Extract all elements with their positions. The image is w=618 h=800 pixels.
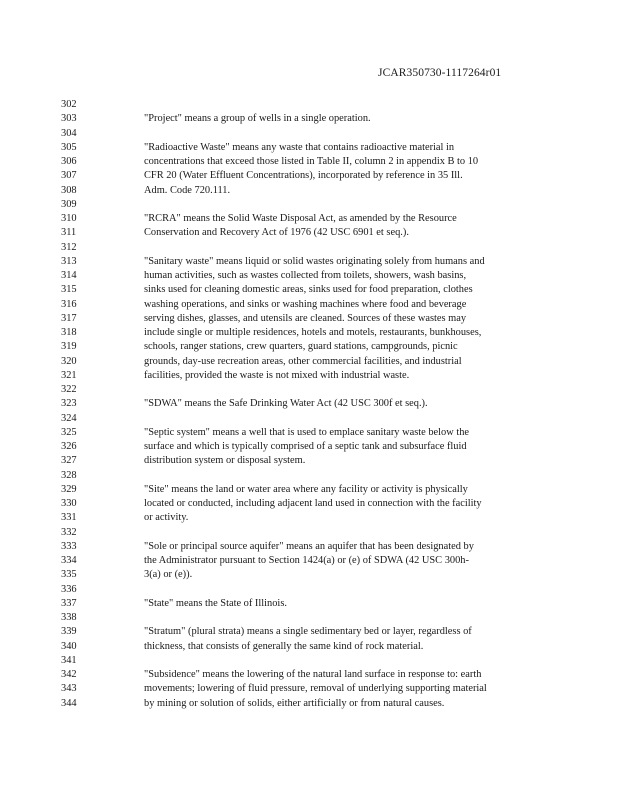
line-number: 327 <box>61 455 77 467</box>
line-number: 311 <box>61 227 77 239</box>
line-number: 326 <box>61 441 77 452</box>
line-number: 325 <box>61 426 77 438</box>
line-number: 333 <box>61 540 77 552</box>
line-number: 303 <box>61 113 77 125</box>
line-text: "Project" means a group of wells in a single operation. <box>144 113 371 125</box>
line-text: serving dishes, glasses, and utensils are cleaned. Sources of these wastes may <box>144 312 467 324</box>
line-text: human activities, such as wastes collected from toilets, showers, wash basins, <box>144 270 467 281</box>
line-text: located or conducted, including adjacent land used in connection with the facility <box>144 498 482 509</box>
line-text: distribution system or disposal system. <box>144 455 306 467</box>
line-text: by mining or solution of solids, either artificially or from natural causes. <box>144 697 445 709</box>
line-number: 330 <box>61 498 77 509</box>
line-text: "Sanitary waste" means liquid or solid wastes originating solely from humans and <box>144 255 485 267</box>
line-number: 335 <box>61 569 77 581</box>
line-number: 338 <box>61 612 77 623</box>
line-number: 337 <box>61 597 77 609</box>
line-text: "RCRA" means the Solid Waste Disposal Act, as amended by the Resource <box>144 213 457 224</box>
line-number: 310 <box>61 213 77 224</box>
line-text: Adm. Code 720.111. <box>144 184 231 196</box>
line-number: 322 <box>61 384 77 395</box>
line-number: 312 <box>61 241 77 253</box>
line-number: 323 <box>61 398 77 410</box>
line-number: 307 <box>61 170 77 182</box>
line-number: 344 <box>61 697 77 709</box>
line-number: 329 <box>61 483 77 495</box>
line-number: 334 <box>61 555 77 566</box>
line-number: 319 <box>61 341 77 353</box>
line-text: "Sole or principal source aquifer" means an aquifer that has been designated by <box>144 540 474 552</box>
line-text: "State" means the State of Illinois. <box>144 597 287 609</box>
line-text: "Stratum" (plural strata) means a single sedimentary bed or layer, regardless of <box>144 626 472 638</box>
line-text: or activity. <box>144 512 189 524</box>
line-text: CFR 20 (Water Effluent Concentrations), incorporated by reference in 35 Ill. <box>144 170 463 182</box>
line-number: 309 <box>61 198 77 210</box>
line-text: concentrations that exceed those listed in Table II, column 2 in appendix B to 10 <box>144 156 479 167</box>
line-text: include single or multiple residences, hotels and motels, restaurants, bunkhouses, <box>144 327 482 338</box>
line-number: 314 <box>61 270 77 281</box>
line-number: 306 <box>61 156 77 167</box>
line-text: washing operations, and sinks or washing machines where food and beverage <box>144 298 467 310</box>
line-text: "Septic system" means a well that is used to emplace sanitary waste below the <box>144 426 470 438</box>
line-number: 320 <box>61 355 77 367</box>
line-number: 331 <box>61 512 77 524</box>
line-text: "Site" means the land or water area where any facility or activity is physically <box>144 483 468 495</box>
line-text: "SDWA" means the Safe Drinking Water Act (42 USC 300f et seq.). <box>144 398 428 410</box>
line-text: "Radioactive Waste" means any waste that contains radioactive material in <box>144 141 455 153</box>
line-number: 316 <box>61 298 77 310</box>
line-number: 339 <box>61 626 77 638</box>
line-text: Conservation and Recovery Act of 1976 (42 USC 6901 et seq.). <box>144 227 409 239</box>
line-number: 341 <box>61 654 77 666</box>
line-number: 340 <box>61 640 77 652</box>
line-text: sinks used for cleaning domestic areas, sinks used for food preparation, clothes <box>144 284 473 296</box>
line-number: 321 <box>61 369 77 381</box>
line-number: 318 <box>61 327 77 338</box>
line-number: 305 <box>61 141 77 153</box>
line-number: 343 <box>61 683 77 695</box>
line-text: thickness, that consists of generally the same kind of rock material. <box>144 640 424 652</box>
line-text: surface and which is typically comprised of a septic tank and subsurface fluid <box>144 441 467 452</box>
line-text: grounds, day-use recreation areas, other commercial facilities, and industrial <box>144 355 462 367</box>
line-number: 324 <box>61 412 77 424</box>
line-number: 313 <box>61 255 77 267</box>
line-text: movements; lowering of fluid pressure, removal of underlying supporting material <box>144 683 487 695</box>
line-number: 304 <box>61 127 77 139</box>
line-number: 308 <box>61 184 77 196</box>
line-text: schools, ranger stations, crew quarters, guard stations, campgrounds, picnic <box>144 341 458 353</box>
line-number: 342 <box>61 669 77 680</box>
line-number: 315 <box>61 284 77 296</box>
line-number: 302 <box>61 99 77 110</box>
line-number: 317 <box>61 312 77 324</box>
document-id-header: JCAR350730-1117264r01 <box>378 67 502 79</box>
line-number: 336 <box>61 583 77 595</box>
line-text: the Administrator pursuant to Section 1424(a) or (e) of SDWA (42 USC 300h- <box>144 555 469 566</box>
line-number: 328 <box>61 469 77 481</box>
line-text: "Subsidence" means the lowering of the natural land surface in response to: earth <box>144 669 482 680</box>
line-text: facilities, provided the waste is not mixed with industrial waste. <box>144 369 410 381</box>
line-text: 3(a) or (e)). <box>144 569 193 581</box>
line-number: 332 <box>61 526 77 538</box>
